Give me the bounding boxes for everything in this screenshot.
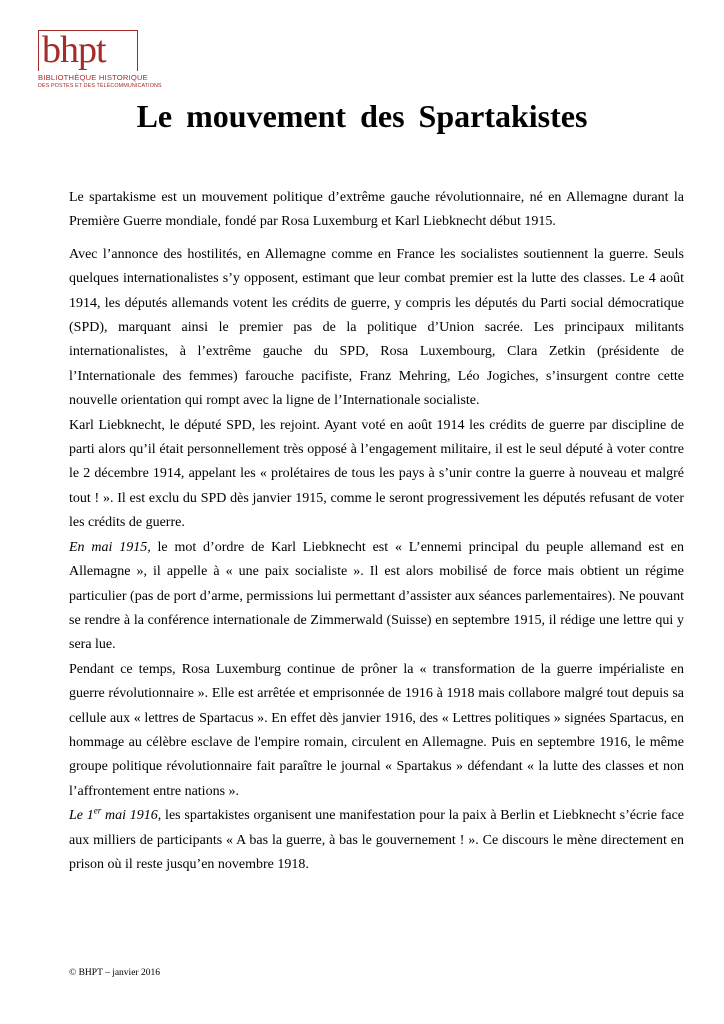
logo-subtitle-line2: DES POSTES ET DES TÉLÉCOMMUNICATIONS bbox=[38, 83, 162, 89]
date-mai-1916-suffix: mai 1916 bbox=[101, 808, 158, 824]
paragraph-mai-1915-text: le mot d’ordre de Karl Liebknecht est « L’ennemi principal du peuple allemand est en Allemagne », il appelle à « une paix socialiste ». Il est alors mobilisé de force mais obtient un régime particulier (pas de port d’arme, permissions lui permettant d’assister aux séances parlementaires). Ne pouvant se rendre à la conférence internationale de Zimmerwald (Suisse) en septembre 1915, il rédige une lettre qui y sera lue. bbox=[69, 539, 684, 653]
paragraph-hostilities: Avec l’annonce des hostilités, en Allemagne comme en France les socialistes soutiennent la guerre. Seuls quelques internationalistes s’y opposent, estimant que leur combat premier est la lutte des classes. Le 4 août 1914, les députés allemands votent les crédits de guerre, y compris les députés du Parti social démocratique (SPD), marquant ainsi le premier pas de la politique d’Union sacrée. Les principaux militants internationalistes, à l’extrême gauche du SPD, Rosa Luxembourg, Clara Zetkin (présidente de l’Internationale des femmes) farouche pacifiste, Franz Mehring, Léo Jogiches, s’insurgent contre cette nouvelle orientation qui rompt avec la ligne de l’Internationale socialiste. bbox=[69, 246, 684, 409]
ordinal-superscript: er bbox=[93, 805, 102, 816]
date-mai-1915: En mai 1915, bbox=[69, 539, 151, 555]
logo-subtitle-line1: BIBLIOTHÈQUE HISTORIQUE bbox=[38, 73, 148, 82]
logo-wordmark: bhpt bbox=[42, 29, 106, 71]
paragraph-mai-1915 bbox=[69, 536, 684, 658]
paragraph-mai-1916-text: , les spartakistes organisent une manifestation pour la paix à Berlin et Liebknecht s’écrie face aux milliers de participants « A bas la guerre, à bas le gouvernement ! ». Ce discours le mène directement en prison où il reste jusqu’en novembre 1918. bbox=[69, 808, 685, 872]
paragraph-mai-1916 bbox=[69, 804, 684, 877]
page-footer: © BHPT – janvier 2016 bbox=[69, 968, 160, 978]
page-title: Le mouvement des Spartakistes bbox=[136, 98, 588, 134]
bhpt-logo bbox=[38, 29, 162, 92]
paragraph-liebknecht: Karl Liebknecht, le député SPD, les rejoint. Ayant voté en août 1914 les crédits de guerre par discipline de parti alors qu’il était personnellement très opposé à l’engagement militaire, il est le seul député à voter contre le 2 décembre 1914, appelant les « prolétaires de tous les pays à s’unir contre la guerre à nouveau et malgré tout ! ». Il est exclu du SPD dès janvier 1915, comme le seront progressivement les députés refusant de voter les crédits de guerre. bbox=[69, 417, 684, 531]
paragraph-luxemburg: Pendant ce temps, Rosa Luxemburg continue de prôner la « transformation de la guerre impérialiste en guerre révolutionnaire ». Elle est arrêtée et emprisonnée de 1916 à 1918 mais collabore malgré tout depuis sa cellule aux « lettres de Spartacus ». En effet dès janvier 1916, des « Lettres politiques » signées Spartacus, en hommage au célèbre esclave de l'empire romain, circulent en Allemagne. Puis en septembre 1916, le même groupe politique révolutionnaire fait paraître le journal « Spartakus » défendant « la lutte des classes et non l’affrontement entre nations ». bbox=[69, 661, 684, 799]
paragraph-intro: Le spartakisme est un mouvement politique d’extrême gauche révolutionnaire, né en Allemagne durant la Première Guerre mondiale, fondé par Rosa Luxemburg et Karl Liebknecht début 1915. bbox=[69, 190, 684, 230]
article-body bbox=[69, 186, 684, 877]
date-mai-1916 bbox=[69, 805, 158, 824]
date-mai-1916-prefix: Le 1 bbox=[69, 808, 94, 824]
